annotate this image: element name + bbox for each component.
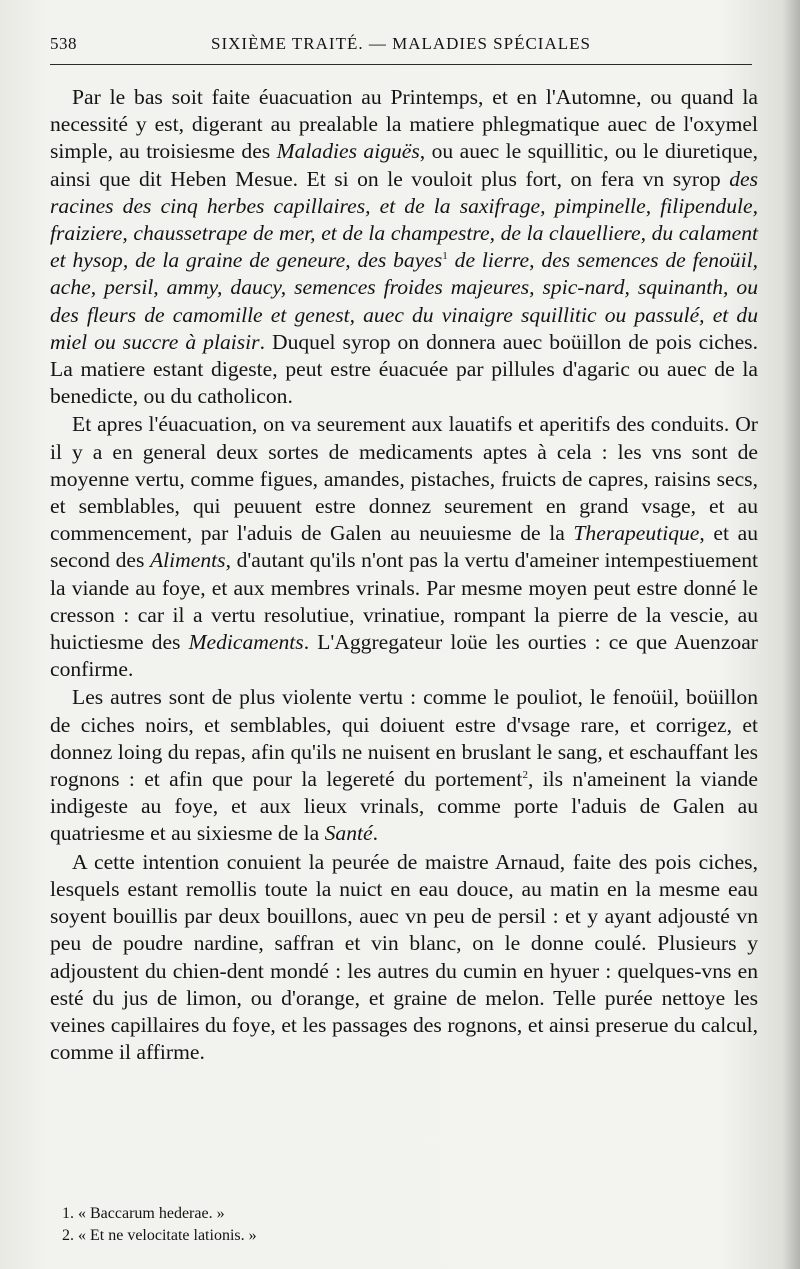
text-run: , d'autant qu'ils n'ont pas la vertu d'ameiner intempestiuement la viande au foye, et aux membres vrinals. Par mesme moyen peut estre donné le cresson : car il a vertu resolutiue, vrinatiue, rompant la pierre de la vescie, au huictiesme des	[50, 548, 758, 655]
footnote-reference: 2	[522, 768, 528, 781]
text-run: . Duquel syrop on donnera auec boüillon de pois ciches. La matiere estant digeste, peut estre éuacuée par pillules d'agaric ou auec de la benedicte, ou du catholicon.	[50, 329, 758, 409]
page-number: 538	[50, 34, 77, 53]
text-run: , ou auec le squillitic, ou le diuretique, ainsi que dit Heben Mesue. Et si on le vouloit plus fort, on fera vn syrop	[50, 139, 758, 191]
footnote-reference: 1	[442, 250, 448, 263]
italic-text: Medicaments	[188, 630, 304, 655]
italic-text: des racines des cinq herbes capillaires, et de la saxifrage, pimpinelle, filipendule, fraiziere, chaussetrape de mer, et de la champestre, de la clauelliere, du calament et hysop, de la graine de geneure, des bayes	[50, 166, 758, 273]
italic-text: Aliments	[149, 548, 226, 573]
italic-text: Therapeutique	[573, 521, 700, 546]
text-run: A cette intention conuient la peurée de maistre Arnaud, faite des pois ciches, lesquels estant remollis toute la nuict en eau douce, au matin en la mesme eau soyent bouillis par deux bouillons, auec vn peu de persil : et y ayant adjousté vn peu de poudre nardine, saffran et vin blanc, on le donne coulé. Plusieurs y adjoustent du chien-dent mondé : les autres du cumin en hyuer : quelques-vns en esté du jus de limon, ou d'orange, et graine de melon. Telle purée nettoye les veines capillaires du foye, et les passages des rognons, et ainsi preserue du calcul, comme il affirme.	[50, 849, 758, 1065]
italic-text: de lierre, des semences de fenoüil, ache, persil, ammy, daucy, semences froides majeures, spic-nard, squinanth, ou des fleurs de camomille et genest, auec du vinaigre squillitic ou passulé, et du miel ou succre à plaisir	[50, 248, 758, 354]
footnote-2: 2. « Et ne velocitate lationis. »	[62, 1227, 257, 1244]
italic-text: Maladies aiguës	[276, 139, 420, 164]
text-run: , et au second des	[50, 521, 758, 573]
paragraph	[50, 849, 758, 1067]
paragraph	[50, 84, 758, 410]
paragraph	[50, 684, 758, 847]
italic-text: Santé	[324, 821, 373, 846]
header-rule	[50, 64, 752, 65]
text-run: , ils n'ameinent la viande indigeste au foye, et aux lieux vrinals, comme porte l'aduis de Galen au quatriesme et au sixiesme de la	[50, 767, 758, 846]
text-run: .	[372, 821, 379, 846]
text-run: Et apres l'éuacuation, on va seurement aux lauatifs et aperitifs des conduits. Or il y a en general deux sortes de medicaments aptes à cela : les vns sont de moyenne vertu, comme figues, amandes, pistaches, fruicts de capres, raisins secs, et semblables, qui peuuent estre donnez seurement en grand vsage, et au commencement, par l'aduis de Galen au neuuiesme de la	[50, 412, 758, 546]
footnote-1: 1. « Baccarum hederae. »	[62, 1205, 225, 1222]
running-head	[50, 30, 752, 60]
text-run: Les autres sont de plus violente vertu : comme le pouliot, le fenoüil, boüillon de ciches noirs, et semblables, qui doiuent estre d'vsage rare, et corrigez, et donnez loing du repas, afin qu'ils ne nuisent en bruslant le sang, et eschauffant les rognons : et afin que pour la legereté du portement	[50, 685, 758, 792]
running-title: SIXIÈME TRAITÉ. — MALADIES SPÉCIALES	[211, 34, 591, 53]
text-run: . L'Aggregateur loüe les ourties : ce que Auenzoar confirme.	[50, 630, 758, 682]
text-run: Par le bas soit faite éuacuation au Printemps, et en l'Automne, ou quand la necessité y est, digerant au prealable la matiere phlegmatique auec de l'oxymel simple, au troisiesme des	[50, 85, 758, 164]
body-text	[50, 84, 758, 1066]
footnotes	[50, 1203, 752, 1247]
paragraph	[50, 411, 758, 683]
